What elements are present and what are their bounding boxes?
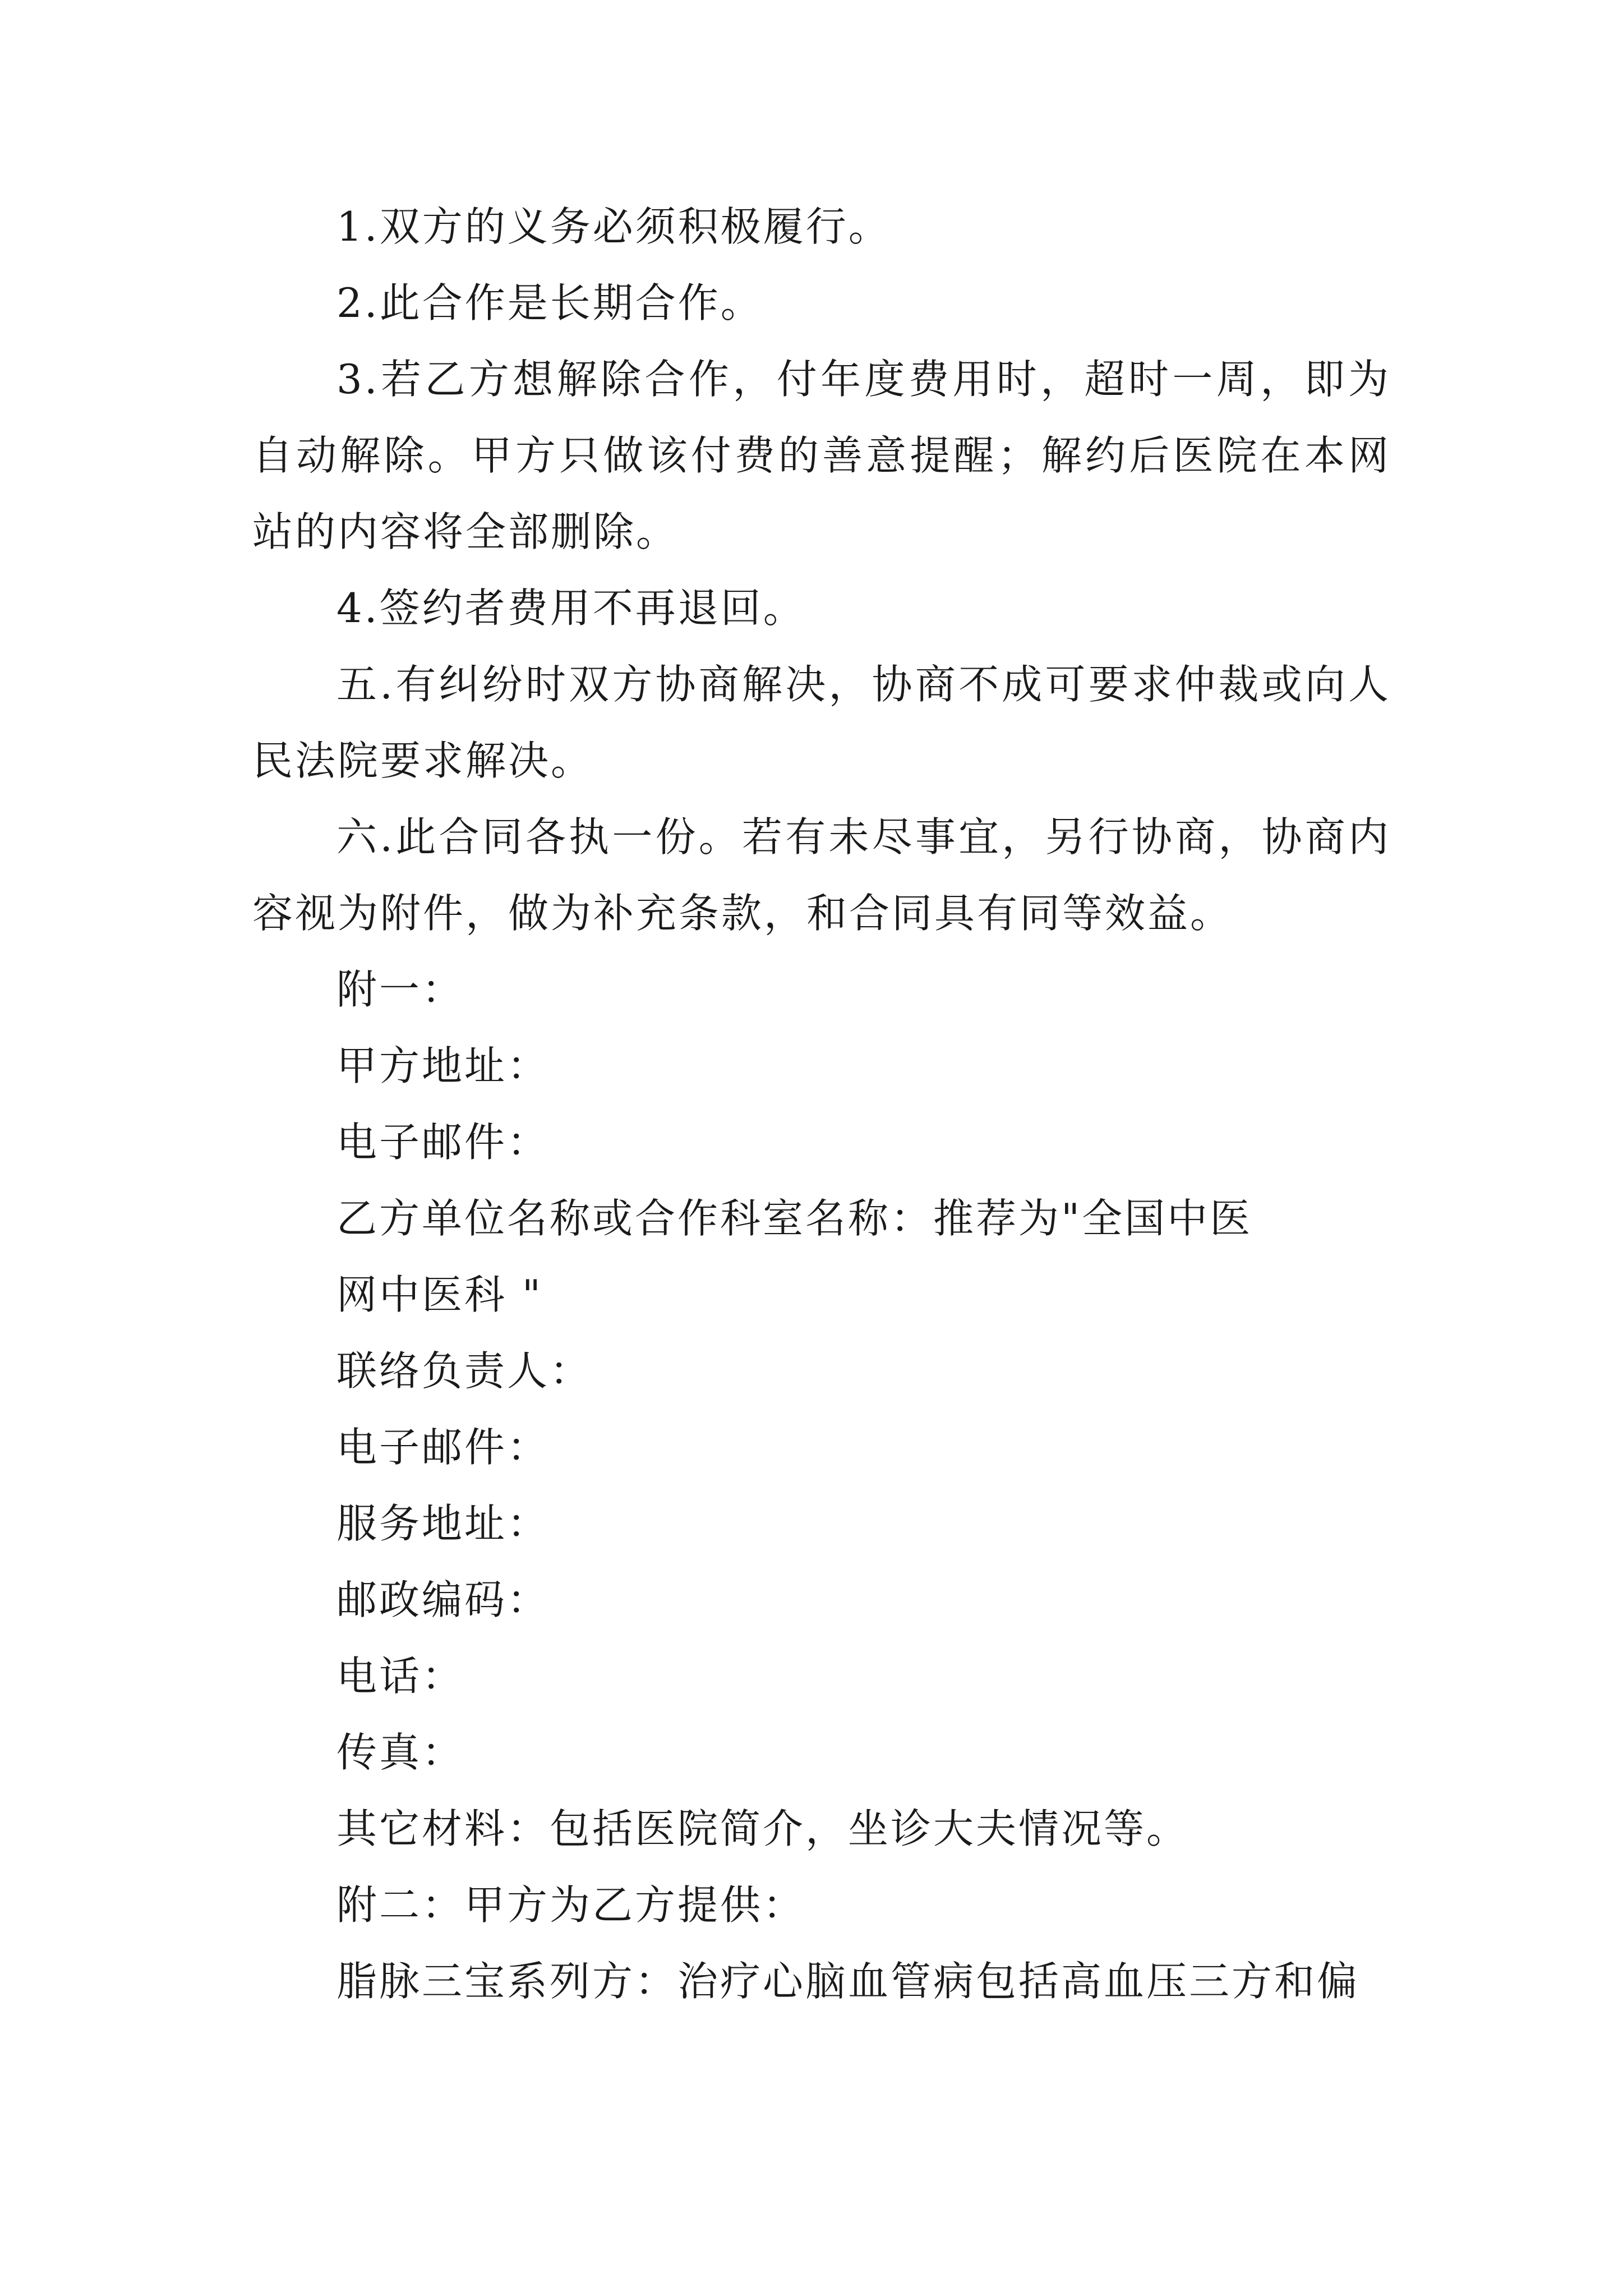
clause-3: 3.若乙方想解除合作，付年度费用时，超时一周，即为自动解除。甲方只做该付费的善意提醒；解约后医院在本网站的内容将全部删除。 (252, 356, 1391, 555)
section-6-copies: 六.此合同各执一份。若有未尽事宜，另行协商，协商内容视为附件，做为补充条款，和合同具有同等效益。 (252, 813, 1391, 937)
party-b-name-field-cont: 网中医科 " (336, 1271, 543, 1318)
contact-person-field: 联络负责人： (336, 1347, 593, 1395)
clause-4: 4.签约者费用不再退回。 (336, 585, 806, 632)
document-body (252, 188, 1391, 2019)
party-b-email-field: 电子邮件： (336, 1424, 550, 1471)
clause-2: 2.此合作是长期合作。 (336, 279, 763, 326)
phone-field: 电话： (336, 1653, 465, 1700)
fax-field: 传真： (336, 1729, 465, 1776)
clause-1: 1.双方的义务必须积极履行。 (336, 203, 891, 250)
appendix-2-heading: 附二：甲方为乙方提供： (336, 1881, 806, 1929)
other-materials-field: 其它材料：包括医院简介，坐诊大夫情况等。 (336, 1805, 1189, 1852)
postal-code-field: 邮政编码： (336, 1576, 550, 1623)
party-a-address-field: 甲方地址： (336, 1042, 550, 1089)
service-address-field: 服务地址： (336, 1500, 550, 1547)
appendix-2-line: 脂脉三宝系列方：治疗心脑血管病包括高血压三方和偏 (336, 1958, 1360, 2005)
party-a-email-field: 电子邮件： (336, 1119, 550, 1166)
section-5-dispute: 五.有纠纷时双方协商解决，协商不成可要求仲裁或向人民法院要求解决。 (252, 661, 1391, 784)
appendix-1-heading: 附一： (336, 966, 465, 1013)
party-b-name-field: 乙方单位名称或合作科室名称：推荐为"全国中医 (336, 1195, 1253, 1242)
